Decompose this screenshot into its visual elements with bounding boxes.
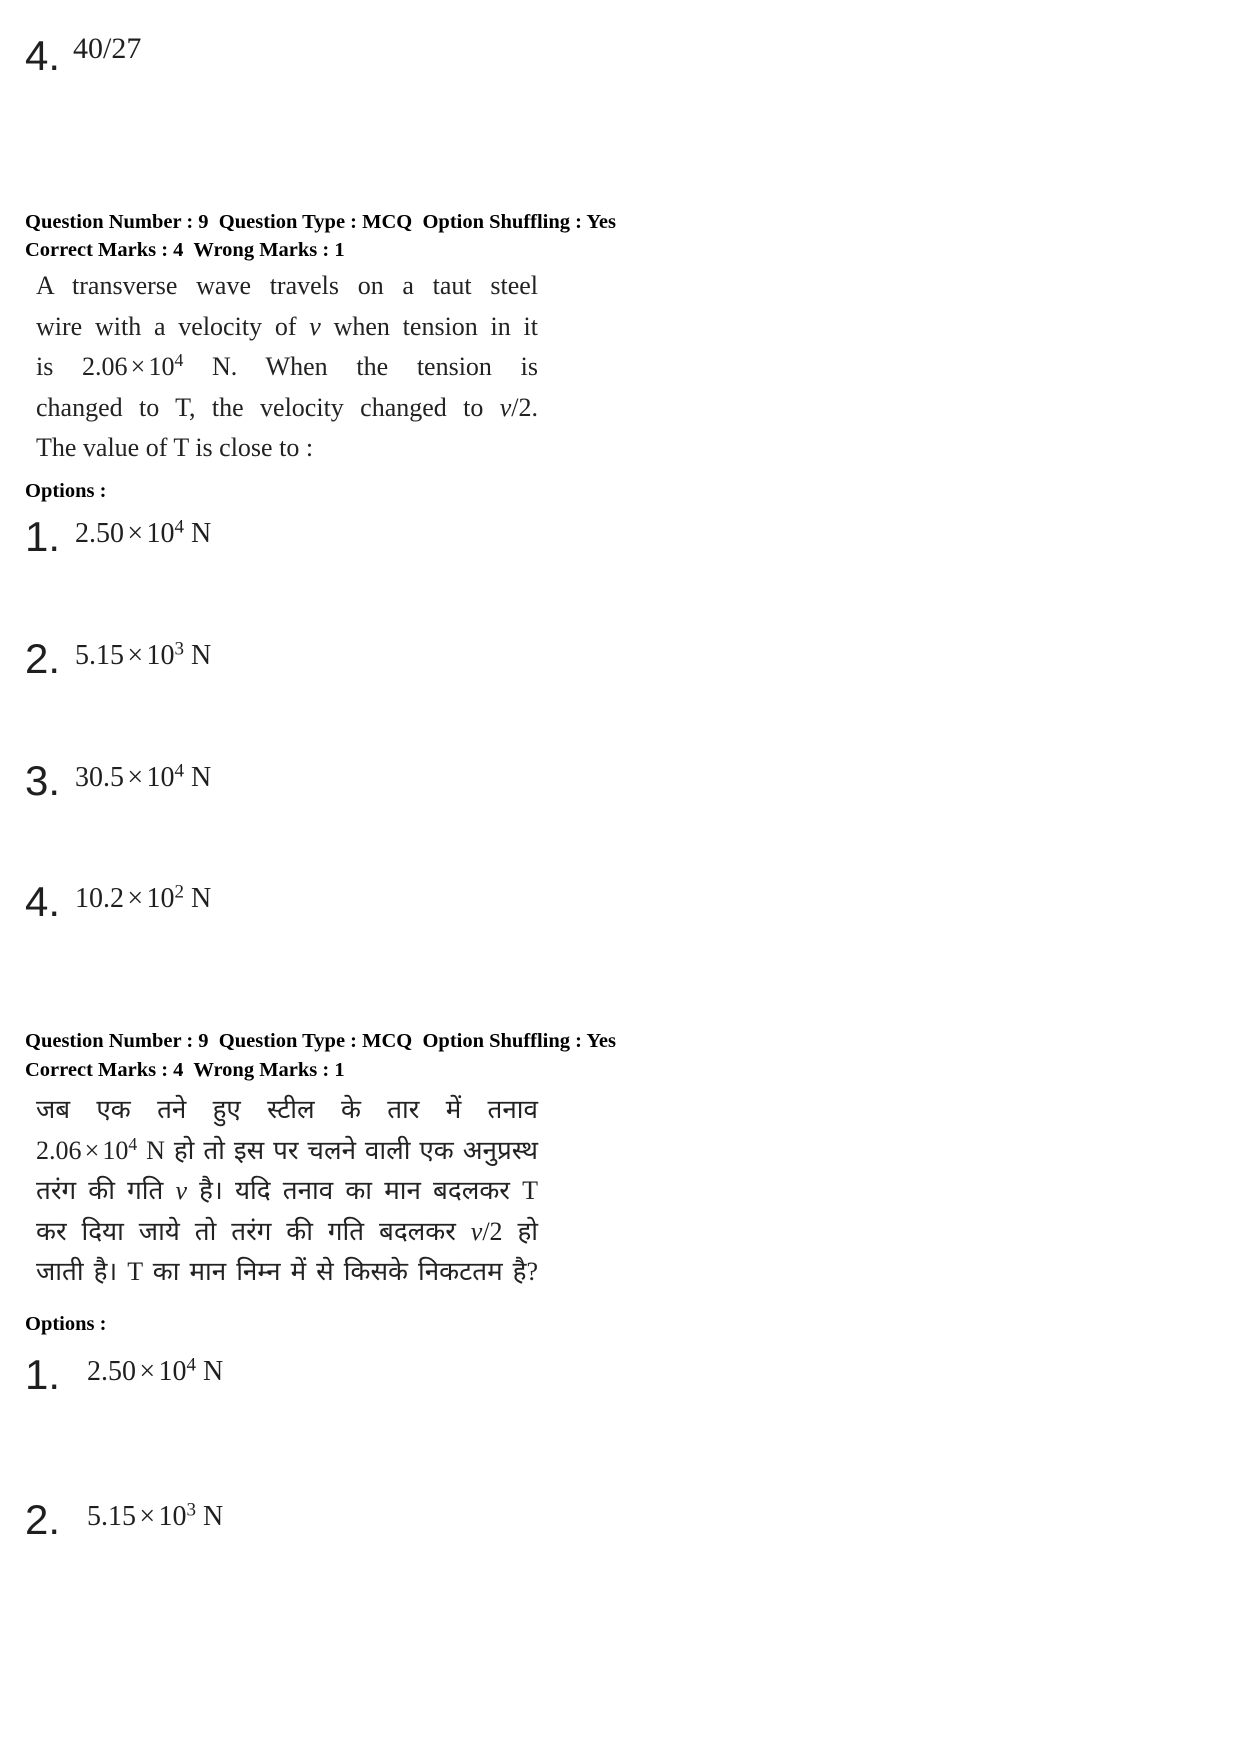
text-run: जब एक तने हुए स्टील के तार में तनाव [36,1095,538,1124]
italic-variable: v [175,1176,187,1206]
text-run: changed to T, the velocity changed to [36,392,500,422]
text-run: 30.5 [75,762,124,793]
superscript-exponent: 4 [174,350,184,371]
times-operator: × [139,1501,156,1532]
text-run: /2. [511,392,538,422]
text-run: N. When the tension is [183,352,538,382]
text-run: 10 [158,1356,187,1387]
text-run: 10 [146,762,175,793]
previous-question-last-option [0,32,420,85]
question-text-line [36,1252,538,1293]
text-run: The value of T is close to : [36,433,314,463]
times-operator: × [127,883,144,914]
option-value [75,760,212,793]
italic-variable: v [499,392,512,422]
question-meta-line: Question Number : 9 Question Type : MCQ Option Shuffling : Yes [25,211,616,233]
option-value [75,881,212,914]
option-value [75,516,212,549]
option-item [0,878,420,931]
marks-meta-line: Correct Marks : 4 Wrong Marks : 1 [25,1059,345,1081]
superscript-exponent: 3 [174,638,185,660]
option-label: 1. [25,513,61,560]
superscript-exponent: 2 [174,881,185,903]
option-value [87,1354,224,1387]
question-text-line [36,428,538,469]
text-run: is 2.06 [36,352,128,382]
option-label: 4. [25,32,61,79]
text-run: 10 [146,640,175,671]
question-text [36,1090,538,1293]
option-label: 2. [25,1496,61,1543]
question-text-line [36,307,538,348]
question-text-line [36,1171,538,1212]
text-run: N [184,883,212,914]
text-run: कर दिया जाये तो तरंग की गति बदलकर [36,1216,471,1246]
option-label: 4. [25,878,61,925]
times-operator: × [84,1135,100,1165]
question-text [36,266,538,469]
question-meta-line: Question Number : 9 Question Type : MCQ Option Shuffling : Yes [25,1030,616,1052]
text-run: 5.15 [87,1501,136,1532]
text-run: wire with a velocity of [36,311,310,341]
text-run: तरंग की गति [36,1176,176,1206]
question-text-line [36,1212,538,1253]
question-text-line [36,1131,538,1172]
text-run: N [196,1356,224,1387]
superscript-exponent: 3 [186,1499,197,1521]
times-operator: × [127,518,144,549]
text-run: 2.50 [75,518,124,549]
option-item [0,1351,420,1404]
superscript-exponent: 4 [174,760,185,782]
times-operator: × [130,352,146,382]
text-run: 10 [102,1135,129,1165]
option-item [0,513,420,566]
times-operator: × [139,1356,156,1387]
text-run: N हो तो इस पर चलने वाली एक अनुप्रस्थ [137,1135,538,1165]
superscript-exponent: 4 [174,516,185,538]
text-run: है। यदि तनाव का मान बदलकर T [187,1176,538,1206]
text-run: 10 [148,352,175,382]
text-run: N [196,1501,224,1532]
text-run: 10 [146,883,175,914]
text-run: 10 [146,518,175,549]
superscript-exponent: 4 [186,1354,197,1376]
option-label: 2. [25,635,61,682]
text-run: N [184,762,212,793]
text-run: 10.2 [75,883,124,914]
option-item [0,757,420,810]
text-run: 5.15 [75,640,124,671]
text-run: /2 हो [482,1216,539,1246]
option-label: 1. [25,1351,61,1398]
text-run: 10 [158,1501,187,1532]
option-value [87,1499,224,1532]
question-text-line [36,347,538,388]
option-value: 40/27 [73,32,142,65]
option-item [0,635,420,688]
times-operator: × [127,762,144,793]
marks-meta-line: Correct Marks : 4 Wrong Marks : 1 [25,239,345,261]
italic-variable: v [309,311,321,341]
text-run: A transverse wave travels on a taut steel [36,271,538,300]
text-run: N [184,518,212,549]
question-text-line [36,388,538,429]
text-run: 2.06 [36,1135,82,1165]
text-run: जाती है। T का मान निम्न में से किसके निकटतम है? [36,1257,538,1287]
text-run: when tension in it [320,311,539,341]
question-text-line [36,1090,538,1131]
option-item [0,1496,420,1549]
option-label: 3. [25,757,61,804]
superscript-exponent: 4 [128,1133,138,1154]
option-value [75,638,212,671]
question-text-line [36,266,538,307]
text-run: 2.50 [87,1356,136,1387]
options-heading: Options : [25,480,107,502]
options-heading: Options : [25,1313,107,1335]
text-run: N [184,640,212,671]
italic-variable: v [470,1216,483,1246]
times-operator: × [127,640,144,671]
